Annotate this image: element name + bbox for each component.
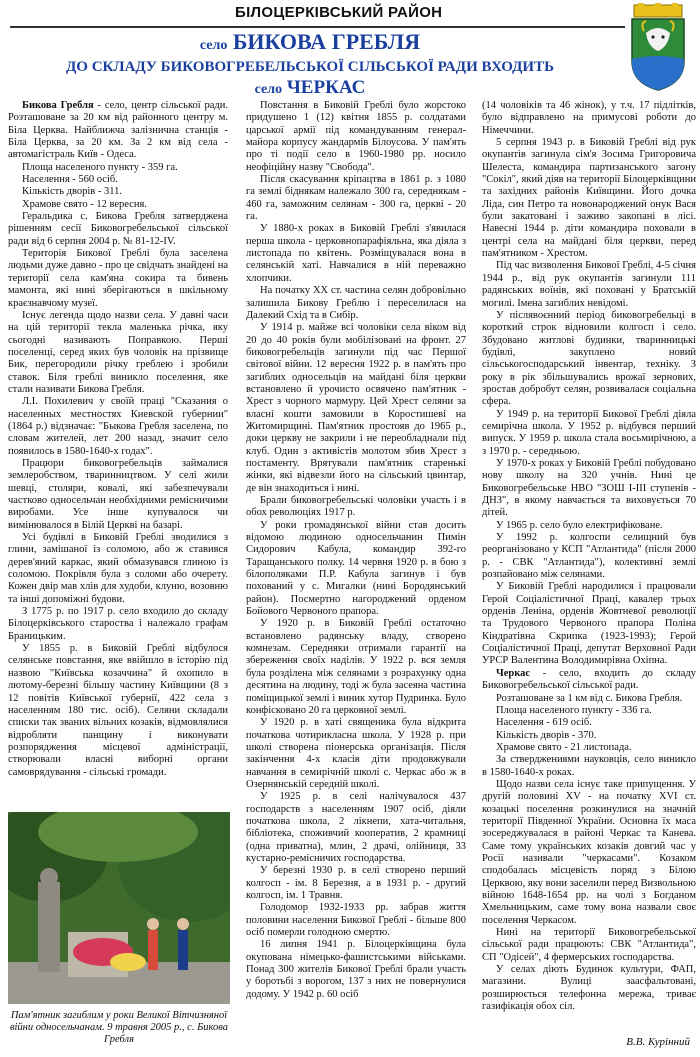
title-line-3: село ЧЕРКАС [254, 77, 366, 98]
paragraph: Храмове свято - 12 вересня. [22, 198, 147, 210]
paragraph: Брали биковогребельські чоловіки участь і в обох революціях 1917 р. [246, 495, 466, 519]
text-column-1 [8, 100, 228, 779]
text-column-3 [482, 100, 696, 1013]
paragraph: У 1880-х роках в Биковій Греблі з'явилася перша школа - церковнопарафіяльна, яка діяла з листопада по квітень. Розміщувалася вона в селянській хаті. Навчалися в ній переважно хлопчики. [246, 223, 466, 284]
paragraph: У післявоєнний період биковогребельці в короткий строк відновили колгосп і село. Збудовано житлові будинки, тваринницькі будівлі, закуплено новий сільськогосподарський інвентар, техніку. З року в рік збільшувались врожаї зернових, зростав добробут селян, розвивалася соціальна сфера. [482, 309, 696, 408]
paragraph: У 1920 р. в Биковій Греблі остаточно встановлено радянську владу, створено комнезам. Середняки отримали гарантії на збереження своїх наділів. У 1922 р. вся земля була розділена між селянами з розрахунку одна десятина на людину, тоді ж була засеяна частина поміщицької землі і виник хутор Пудринка. Було конфісковано 20 га церковної землі. [246, 618, 466, 716]
paragraph: Площа населеного пункту - 336 га. [496, 704, 652, 716]
paragraph: Бикова Гребля - село, центр сільської ради. Розташоване за 20 км від районного центру м. Біла Церква. Найближча залізнична станція - Біла Церква, за 20 км. За 2 км від села - автомагістраль Київ - Одеса. [8, 100, 228, 161]
paragraph: Нині на території Биковогребельської сільської ради працюють: СВК "Атлантида", СП "Одісей", 4 фермерських господарства. [482, 927, 696, 963]
paragraph: (14 чоловіків та 46 жінок), у т.ч. 17 підлітків, було відправлено на примусові роботи до Німеччини. [482, 100, 696, 136]
paragraph: У 1965 р. село було електрифіковане. [496, 519, 663, 531]
paragraph: На початку XX ст. частина селян добровільно залишила Бикову Греблю і переселилася на Далекий Схід та в Сибір. [246, 285, 466, 321]
paragraph: У селах діють Будинок культури, ФАП, магазини. Вулиці заасфальтовані, розширюється телефонна мережа, триває газифікація обох сіл. [482, 964, 696, 1013]
paragraph: Щодо назви села існує таке припущення. У другій половині XV - на початку XVI ст. козацькі поселення розкинулися на значній території Південної України. Основна їх маса зосереджувалася в районі Черкас та Канева. Саме тому українських козаків довгий час у Росії називали "черкасами". Козаком сподобалась місцевість поряд з Білою Церквою, яку вони заселили перед Визвольною війною 1648-1654 рр. на чолі з Богданом Хмельницьким, саме тому вона назвали своє поселення Черкасом. [482, 778, 696, 926]
paragraph-lead: Бикова Гребля [22, 100, 94, 111]
paragraph: Після скасування кріпацтва в 1861 р. з 1080 га землі біднякам належало 300 га, середнякам - 460 га, заможним селянам - 300 га, церкві - 20 га. [246, 174, 466, 223]
paragraph: Кількість дворів - 370. [496, 729, 597, 741]
paragraph: Працюри биковогребельців займалися землеробством, тваринництвом. У селі жили шевці, столяри, ковалі, які забезпечували частково односельчан необхідними ремісничими виробами. Усе інше купувалося чи вимінювалося в Білій Церкві на базарі. [8, 457, 228, 531]
paragraph: Населення - 619 осіб. [496, 717, 592, 729]
paragraph: У березні 1930 р. в селі створено перший колгосп - ім. 8 Березня, а в 1931 р. - другий колгосп, ім. 1 Травня. [246, 865, 466, 901]
paragraph: Розташоване за 1 км від с. Бикова Гребля. [496, 692, 683, 704]
paragraph: Черкас - село, входить до складу Биковогребельської сільської ради. [482, 667, 696, 692]
paragraph: У 1914 р. майже всі чоловіки села віком від 20 до 40 років були мобілізовані на фронт. 27 биковогребельців загинули під час Першої світової війни. 12 вересня 1922 р. в пам'ять про загиблих односельців на майдані біля церкви встановлено й урочисто освячено пам'ятник - Хрест з чорного мармуру. Цей Хрест селяни за власні кошти замовили в Коростишеві на Житомирщині. Пам'ятник простояв до 1965 р., доки церкву не закрили і не переобладнали під клуб. Один з активістів молотом збив Хрест з постаменту. Врятували пам'ятник старенькі жінки, які відвезли його на сільський цвинтар, де він знаходиться і нині. [246, 322, 466, 494]
paragraph: У роки громадянської війни став досить відомою людиною односельчанин Пимін Сидорович Кабула, командир 392-го Таращанського полку. 14 червня 1920 р. в бою з білополяками П.Р. Кабула загинув і був похований у с. Мигалки (нині Бородянський район). Посмертно нагороджений орденом Бойового Червоного прапора. [246, 519, 466, 618]
paragraph: Територія Бикової Греблі була заселена людьми дуже давно - про це свідчать знайдені на території села кам'яна сокира та бивень мамонта, які нині зберігаються в шкільному краєзнавчому музеї. [8, 248, 228, 309]
paragraph: Л.І. Похилевич у своїй праці "Сказания о населенных местностях Киевской губернии" (1864 р.) відзначає: "Быкова Гребля заселена, по словам жителей, лет 200 назад, значит село появилось в 1580-1640-х годах". [8, 396, 228, 457]
title-line-1: село БИКОВА ГРЕБЛЯ [199, 29, 421, 54]
paragraph: У 1855 р. в Биковій Греблі відбулося селянське повстання, яке ввійшло в історію під назвою "Київська козаччина" й охопило в лютому-березні більшу частину Київщини (8 з 12 повітів Київської губернії, 422 села з населенням 180 тис. осіб). Селяни складали списки так званих вільних козаків, відмовлялися відробляти панщину і виконувати розпорядження місцевої адміністрації, створювали власні виборні органи самоврядування - сільські громади. [8, 643, 228, 778]
memorial-photo [8, 812, 230, 1004]
paragraph: Під час визволення Бикової Греблі, 4-5 січня 1944 р., від рук окупантів загинули 111 радянських воїнів, які поховані у Братській могилі. Імена загиблих невідомі. [482, 260, 696, 309]
paragraph: Повстання в Биковій Греблі було жорстоко придушено 1 (12) квітня 1855 р. солдатами царської армії під командуванням генерал-майора корпусу жандармів Білоусова. У пам'ять про ті події село в 1960-1980 рр. носило неофіційну назву "Свобода". [246, 100, 466, 173]
paragraph: Кількість дворів - 311. [22, 186, 122, 198]
paragraph: Площа населеного пункту - 359 га. [22, 161, 178, 173]
paragraph: У 1970-х роках у Биковій Греблі побудовано нову школу на 320 учнів. Нині це Биковогребельське НВО "ЗОШ І-ІІІ ступенів - ДНЗ", в якому навчається та виховується 70 дітей. [482, 457, 696, 519]
photo-caption: Пам'ятник загиблим у роки Великої Вітчизняної війни односельчанам. 9 травня 2005 р., с. Бикова Гребля [9, 1010, 229, 1045]
region-header [10, 4, 625, 28]
paragraph: 16 липня 1941 р. Білоцерківщина була окупована німецько-фашистськими військами. Понад 300 жителів Бикової Греблі брали участь у боротьбі з ворогом, 137 з них не повернулися додому. У 1942 р. 60 осіб [246, 939, 466, 1000]
paragraph: У 1949 р. на території Бикової Греблі діяла семирічна школа. У 1952 р. відбувся перший випуск. У 1959 р. школа стала восьмирічною, а з 1970 р. - середньою. [482, 408, 696, 457]
paragraph: У 1992 р. колгоспи селищний був реорганізовано у КСП "Атлантида" (після 2000 р. - СВК "Атлантида"), колективні землі розпайовано між селянами. [482, 532, 696, 581]
paragraph: У 1925 р. в селі налічувалося 437 господарств з населенням 1907 осіб, діяли початкова школа, 2 лікнепи, хата-читальня, бібліотека, споживчий кооператив, 2 крамниці (одна приватна), млин, 2 драчі, олійниця, 33 кустарно-ремісничих господарства. [246, 791, 466, 864]
paragraph-lead: Черкас [496, 667, 531, 679]
paragraph: З 1775 р. по 1917 р. село входило до складу Білоцерківського староства і належало графам Браницьким. [8, 606, 228, 642]
paragraph: 5 серпня 1943 р. в Биковій Греблі від рук окупантів загинула сім'я Зосима Григоровича Шелеста, командира партизанського загону "Сокіл", який діяв на території Білоцерківщини та західних районів Київщини. Його дочка Ліда, син Петро та новонароджений онук Вася були закатовані і заживо закопані в лісі. Навесні 1944 р. діти командира поховали в центрі села на майдані біля церкви, перед пам'ятником - Хрестом. [482, 137, 696, 260]
coat-of-arms-icon [628, 3, 688, 91]
article-title [0, 30, 620, 100]
paragraph: Усі будівлі в Биковій Греблі зводилися з глини, замішаної із соломою, або ж ставився дерев'яний каркас, який обмазувався глиною із соломою. Покрівля була з соломи або очерету. Кожен двір мав хлів для худоби, клуню, возовню та інші допоміжні будови. [8, 532, 228, 605]
author-signature: В.В. Курінний [626, 1036, 690, 1048]
paragraph: У 1920 р. в хаті священика була відкрита початкова чотирикласна школа. У 1928 р. при школі створена піонерська організація. Після закінчення 4-х класів діти продовжували навчання в семирічній школі с. Черкас або ж в Озернянській середній школі. [246, 717, 466, 790]
text-column-2 [246, 100, 466, 1001]
paragraph: Населення - 560 осіб. [22, 174, 118, 186]
paragraph: Існує легенда щодо назви села. У давні часи на цій території текла маленька річка, яку сьогодні називають Поправкою. Перші поселенці, серед яких був чоловік на прізвище Бик, перегородили річку греблею і зробили ставок. Біля греблі виникло поселення, яке стали називати Бикова Гребля. [8, 309, 228, 395]
region-title: БІЛОЦЕРКІВСЬКИЙ РАЙОН [235, 4, 443, 21]
paragraph: За стверджениями науковців, село виникло в 1580-1640-х роках. [482, 754, 696, 778]
title-line-2: ДО СКЛАДУ БИКОВОГРЕБЕЛЬСЬКОЇ СІЛЬСЬКОЇ РАДИ ВХОДИТЬ [65, 59, 555, 75]
paragraph: Геральдика с. Бикова Гребля затверджена рішенням сесії Биковогребельської сільської ради від 6 серпня 2004 р. № 81-12-IV. [8, 211, 228, 247]
paragraph: Храмове свято - 21 листопада. [496, 741, 632, 753]
paragraph: У Биковій Греблі народилися і працювали Герой Соціалістичної Праці, кавалер трьох орденів Леніна, орденів Жовтневої революції та Трудового Червоного прапора Поліна Кіндратівна Скрипка (1923-1993); Герой Соціалістичної Праці, депутат Верховної Ради УРСР Валентина Володимирівна Охіпна. [482, 581, 696, 667]
paragraph: Голодомор 1932-1933 рр. забрав життя половини населення Бикової Греблі - більше 800 осіб померли голодною смертю. [246, 902, 466, 939]
